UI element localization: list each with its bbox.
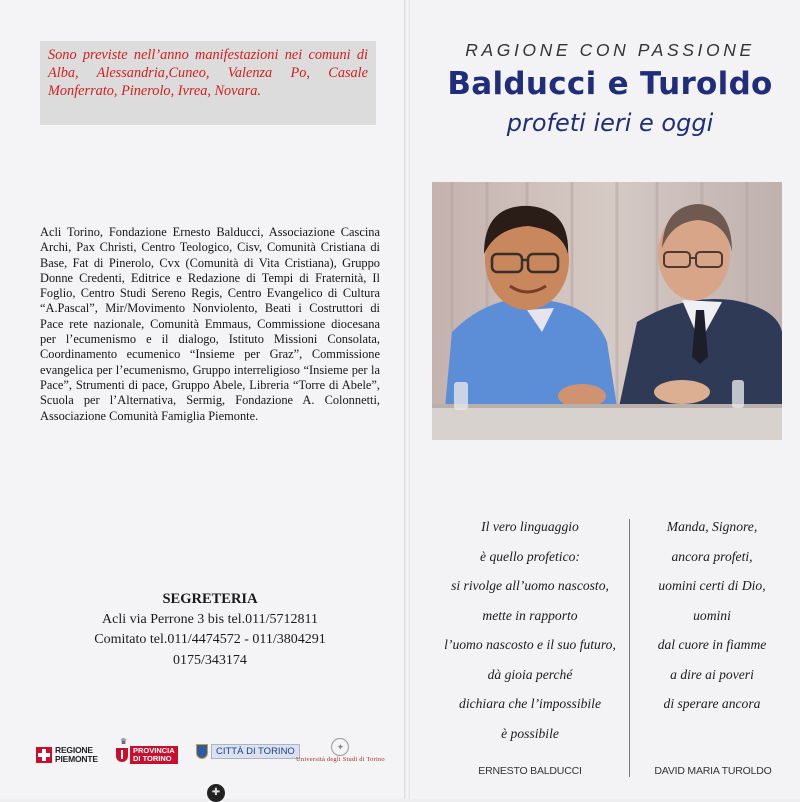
logo-text: PROVINCIA <box>133 746 175 755</box>
quote-line: mette in rapporto <box>482 607 578 623</box>
quote-line: uomini certi di Dio, <box>658 578 766 593</box>
quote-line: è possibile <box>501 725 559 741</box>
quote-line: Il vero linguaggio <box>481 519 579 534</box>
crown-icon: ♛ <box>120 737 128 746</box>
segreteria-line: 0175/343174 <box>173 652 247 668</box>
quote-line: dichiara che l’impossibile <box>459 696 601 711</box>
regione-piemonte-logo <box>36 746 98 763</box>
balducci-quote <box>420 512 640 748</box>
events-notice: Sono previste nell’anno manifestazioni nei comuni di Alba, Alessandria,Cuneo, Valenza Po, Casale Monferrato, Pinerolo, Ivrea, Novara. <box>40 41 376 125</box>
page-subtitle: profeti ieri e oggi <box>506 109 714 137</box>
citta-torino-logo <box>196 744 300 759</box>
author-turoldo: DAVID MARIA TUROLDO <box>654 765 772 777</box>
kicker-heading: RAGIONE CON PASSIONE <box>465 40 755 60</box>
provincia-torino-logo <box>116 738 178 764</box>
quote-line: a dire ai poveri <box>670 666 754 682</box>
quote-line: dà gioia perché <box>487 666 573 682</box>
quote-line: uomini <box>693 607 731 623</box>
turoldo-quote <box>628 512 796 719</box>
quote-line: ancora profeti, <box>671 548 753 564</box>
segreteria-block <box>40 589 380 671</box>
logo-text: CITTÀ DI TORINO <box>211 744 300 759</box>
segreteria-line: Comitato tel.011/4474572 - 011/3804291 <box>94 632 326 647</box>
shield-icon <box>196 744 208 759</box>
quote-line: si rivolge all’uomo nascosto, <box>451 578 609 593</box>
logo-text: PIEMONTE <box>55 753 98 764</box>
logo-text: DI TORINO <box>133 754 172 763</box>
portrait-illustration <box>432 182 782 440</box>
cross-flag-icon <box>36 747 52 763</box>
quote-line: dal cuore in fiamme <box>657 637 767 652</box>
quote-line: Manda, Signore, <box>666 519 758 534</box>
quote-line: l’uomo nascosto e il suo futuro, <box>444 637 616 652</box>
logo-text: REGIONE <box>55 745 93 755</box>
universita-torino-logo <box>296 738 385 763</box>
author-balducci: ERNESTO BALDUCCI <box>478 765 582 777</box>
emblem-icon: ✚ <box>207 784 225 799</box>
quote-line: è quello profetico: <box>480 548 580 564</box>
page-title: Balducci e Turoldo <box>447 66 773 102</box>
segreteria-line: Acli via Perrone 3 bis tel.011/5712811 <box>102 611 318 627</box>
partners-list: Acli Torino, Fondazione Ernesto Balducci, Associazione Cascina Archi, Pax Christi, Centro Teologico, Cisv, Comunità Cristiana di Base, Fat di Pinerolo, Cvx (Comunità di Vita Cristiana), Gruppo Donne Credenti, Editrice e Redazione di Tempi di Fraternità, Il Foglio, Centro Studi Sereno Regis, Centro Evangelico di Cultura “A.Pascal”, Mir/Movimento Nonviolento, Beati i Costruttori di Pace rete nazionale, Comunità Emmaus, Commissione diocesana per l’ecumenismo e il dialogo, Istituto Missioni Consolata, Coordinamento ecumenico “Insieme per Graz”, Commissione evangelica per l’ecumenismo, Gruppo interreligioso “Insieme per la Pace”, Strumenti di pace, Gruppo Abele, Libreria “Torre di Abele”, Scuola per l’Alternativa, Sermig, Fondazione A. Colonnetti, Associazione Comunità Famiglia Piemonte. <box>40 225 380 423</box>
shield-icon <box>116 748 128 762</box>
sponsor-logos <box>34 738 404 768</box>
segreteria-title: SEGRETERIA <box>162 591 258 607</box>
quote-line: di sperare ancora <box>663 696 761 711</box>
portrait-photo <box>432 182 782 440</box>
logo-text: Università degli Studi di Torino <box>296 756 385 763</box>
seal-icon: ✦ <box>331 738 349 756</box>
